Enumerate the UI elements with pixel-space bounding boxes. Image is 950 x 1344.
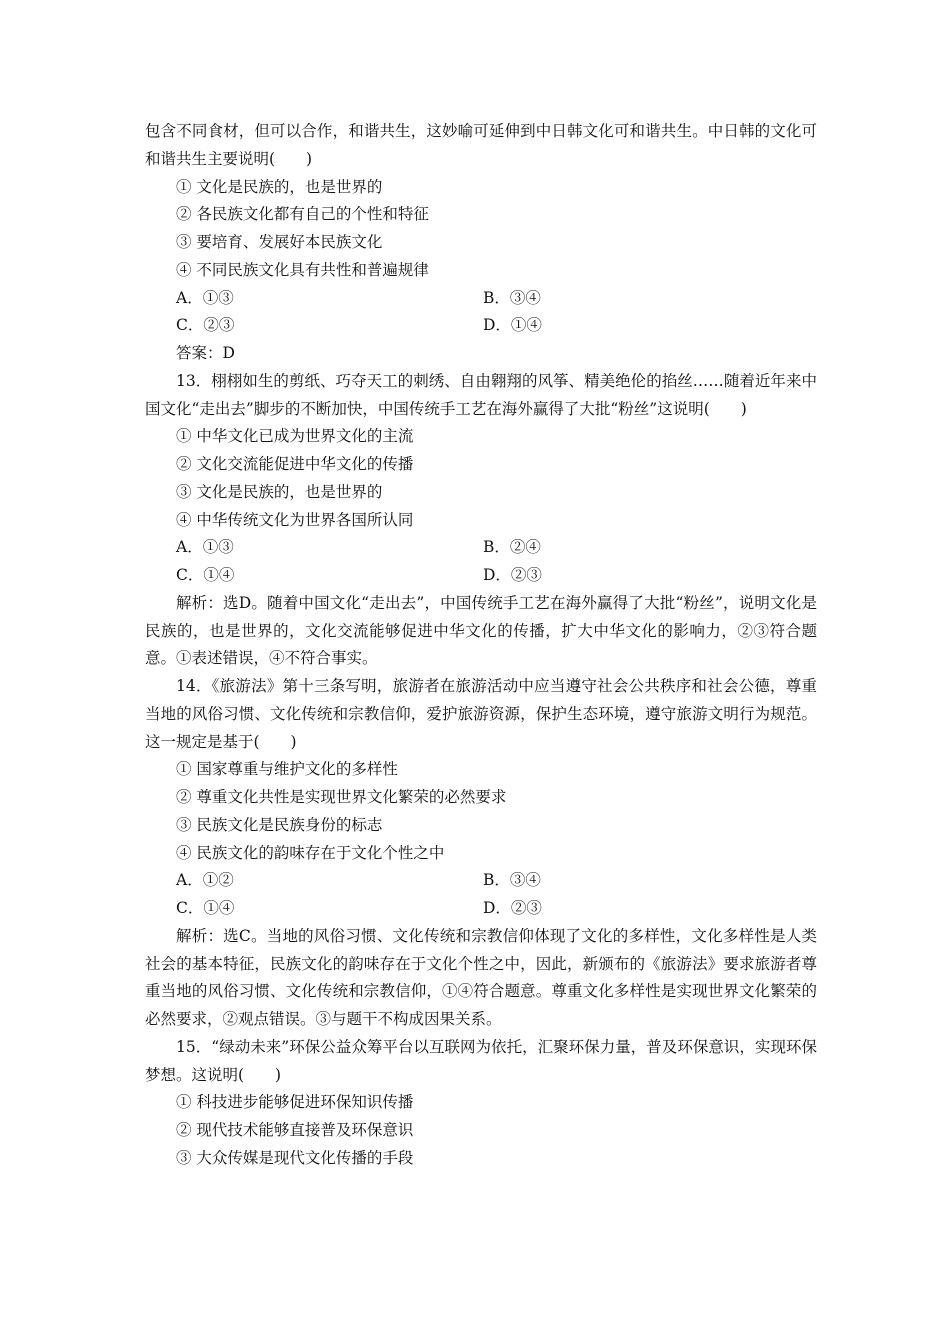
q14-stem: 14．《旅游法》第十三条写明，旅游者在旅游活动中应当遵守社会公共秩序和社会公德，尊重当地的风俗习惯、文化传统和宗教信仰，爱护旅游资源，保护生态环境，遵守旅游文明行为规范。这一规定是基于( ) (145, 677, 817, 751)
q15-item-2: ② 现代技术能够直接普及环保意识 (176, 1121, 414, 1139)
q12-item-1: ① 文化是民族的，也是世界的 (176, 177, 383, 196)
q12-options-row-2 (145, 312, 817, 340)
q12-stem-continuation: 包含不同食材，但可以合作，和谐共生，这妙喻可延伸到中日韩文化可和谐共生。中日韩的文化可和谐共生主要说明( ) (145, 122, 817, 168)
q13-item-2: ② 文化交流能促进中华文化的传播 (176, 455, 414, 473)
q15-item-3: ③ 大众传媒是现代文化传播的手段 (176, 1148, 414, 1167)
q12-answer: 答案：D (176, 344, 235, 362)
q12-item-2: ② 各民族文化都有自己的个性和特征 (176, 205, 429, 224)
q13-option-d: D．②③ (483, 566, 542, 584)
q12-option-d: D．①④ (483, 316, 542, 335)
q14-option-a: A．①② (176, 871, 234, 890)
q12-option-c: C．②③ (176, 316, 235, 335)
q12-options-row-1 (145, 285, 817, 313)
q14-item-4: ④ 民族文化的韵味存在于文化个性之中 (176, 843, 445, 862)
q14-item-3: ③ 民族文化是民族身份的标志 (176, 815, 383, 834)
q13-option-b: B．②④ (483, 538, 541, 557)
q13-analysis: 解析：选D。随着中国文化“走出去”，中国传统手工艺在海外赢得了大批“粉丝”，说明文化是民族的，也是世界的，文化交流能够促进中华文化的传播，扩大中华文化的影响力，②③符合题意。①表述错误，④不符合事实。 (145, 593, 817, 668)
q14-option-c: C．①④ (176, 899, 235, 917)
q12-option-b: B．③④ (483, 288, 541, 307)
q15-item-1: ① 科技进步能够促进环保知识传播 (176, 1093, 414, 1112)
q13-options-row-1 (145, 534, 817, 562)
q14-item-1: ① 国家尊重与维护文化的多样性 (176, 760, 398, 779)
q14-options-row-1 (145, 867, 817, 895)
q14-option-b: B．③④ (483, 871, 541, 890)
q13-item-4: ④ 中华传统文化为世界各国所认同 (176, 510, 414, 529)
q13-option-a: A．①③ (176, 538, 234, 557)
q12-item-3: ③ 要培育、发展好本民族文化 (176, 233, 383, 251)
q14-item-2: ② 尊重文化共性是实现世界文化繁荣的必然要求 (176, 788, 507, 806)
q14-options-row-2 (145, 895, 817, 923)
q14-analysis: 解析：选C。当地的风俗习惯、文化传统和宗教信仰体现了文化的多样性，文化多样性是人类社会的基本特征，民族文化的韵味存在于文化个性之中，因此，新颁布的《旅游法》要求旅游者尊重当地的风俗习惯、文化传统和宗教信仰，①④符合题意。尊重文化多样性是实现世界文化繁荣的必然要求，②观点错误。③与题干不构成因果关系。 (145, 926, 817, 1028)
q13-stem: 13．栩栩如生的剪纸、巧夺天工的刺绣、自由翱翔的风筝、精美绝伦的掐丝……随着近年来中国文化“走出去”脚步的不断加快，中国传统手工艺在海外赢得了大批“粉丝”这说明( ) (145, 371, 817, 418)
q13-option-c: C．①④ (176, 566, 235, 584)
q13-item-1: ① 中华文化已成为世界文化的主流 (176, 427, 414, 446)
q12-option-a: A．①③ (176, 288, 234, 307)
q12-item-4: ④ 不同民族文化具有共性和普遍规律 (176, 260, 429, 279)
q13-options-row-2 (145, 562, 817, 590)
q13-item-3: ③ 文化是民族的，也是世界的 (176, 482, 383, 501)
page-content (145, 118, 817, 1173)
q15-stem: 15．“绿动未来”环保公益众筹平台以互联网为依托，汇聚环保力量，普及环保意识，实现环保梦想。这说明( ) (145, 1037, 817, 1084)
q14-option-d: D．②③ (483, 899, 542, 917)
